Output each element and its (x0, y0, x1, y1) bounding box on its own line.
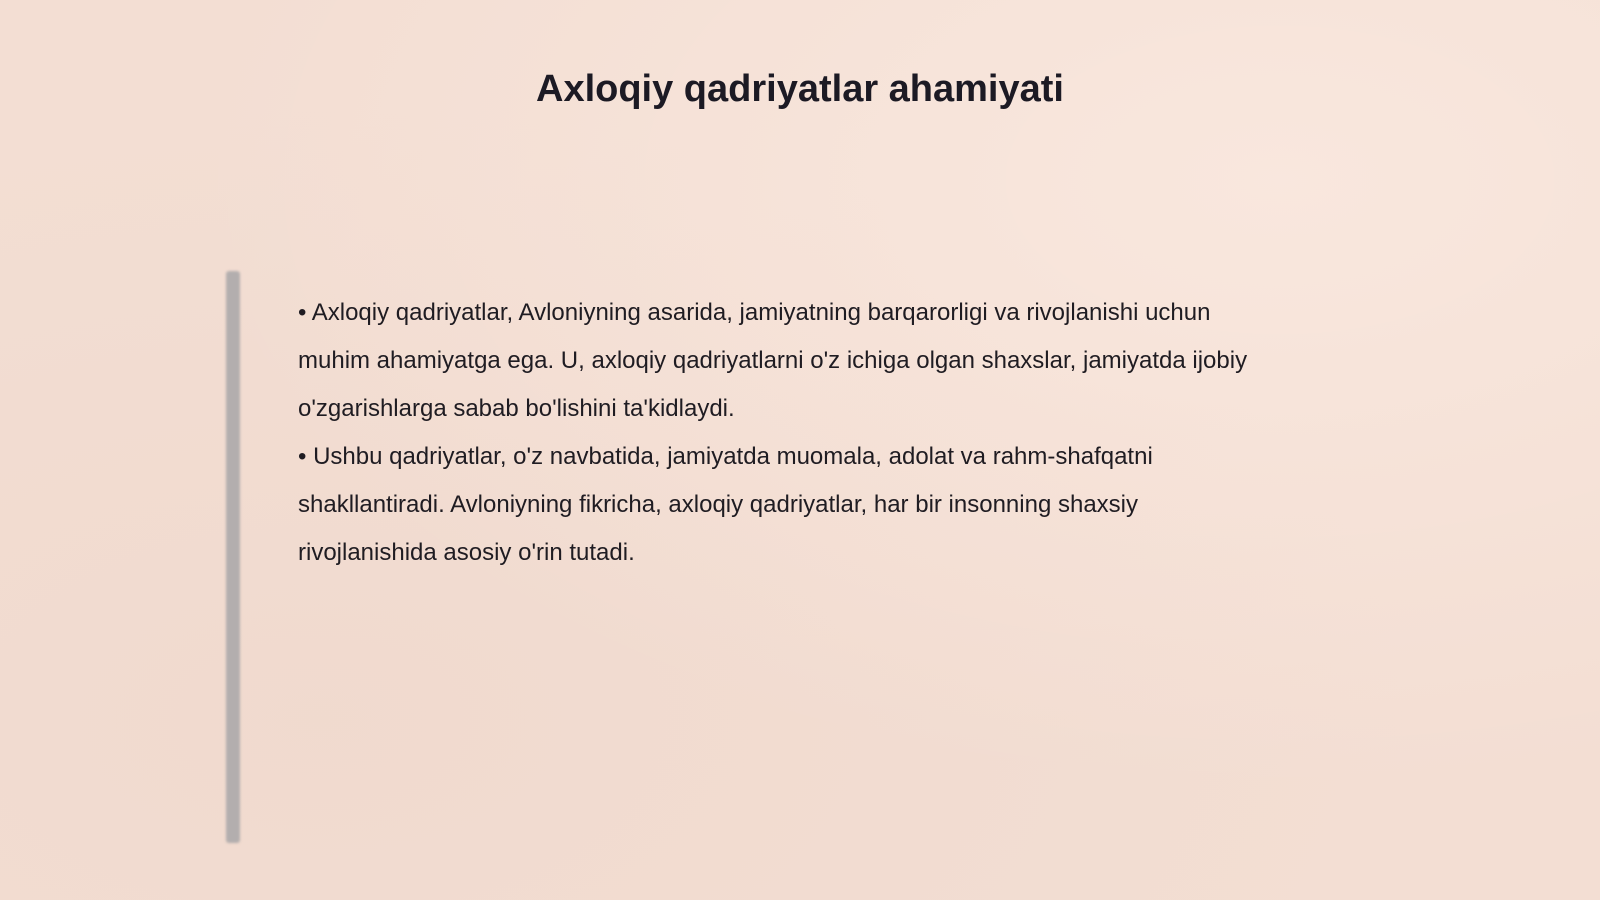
bullet-item-2: • Ushbu qadriyatlar, o'z navbatida, jamiyatda muomala, adolat va rahm-shafqatni shakllantiradi. Avloniyning fikricha, axloqiy qadriyatlar, har bir insonning shaxsiy rivojlanishida asosiy o'rin tutadi. (298, 443, 1153, 566)
slide-title: Axloqiy qadriyatlar ahamiyati (536, 68, 1064, 110)
accent-bar (226, 271, 240, 843)
slide-content (298, 289, 1258, 577)
bullet-item-1: • Axloqiy qadriyatlar, Avloniyning asarida, jamiyatning barqarorligi va rivojlanishi uchun muhim ahamiyatga ega. U, axloqiy qadriyatlarni o'z ichiga olgan shaxslar, jamiyatda ijobiy o'zgarishlarga sabab bo'lishini ta'kidlaydi. (298, 299, 1248, 422)
